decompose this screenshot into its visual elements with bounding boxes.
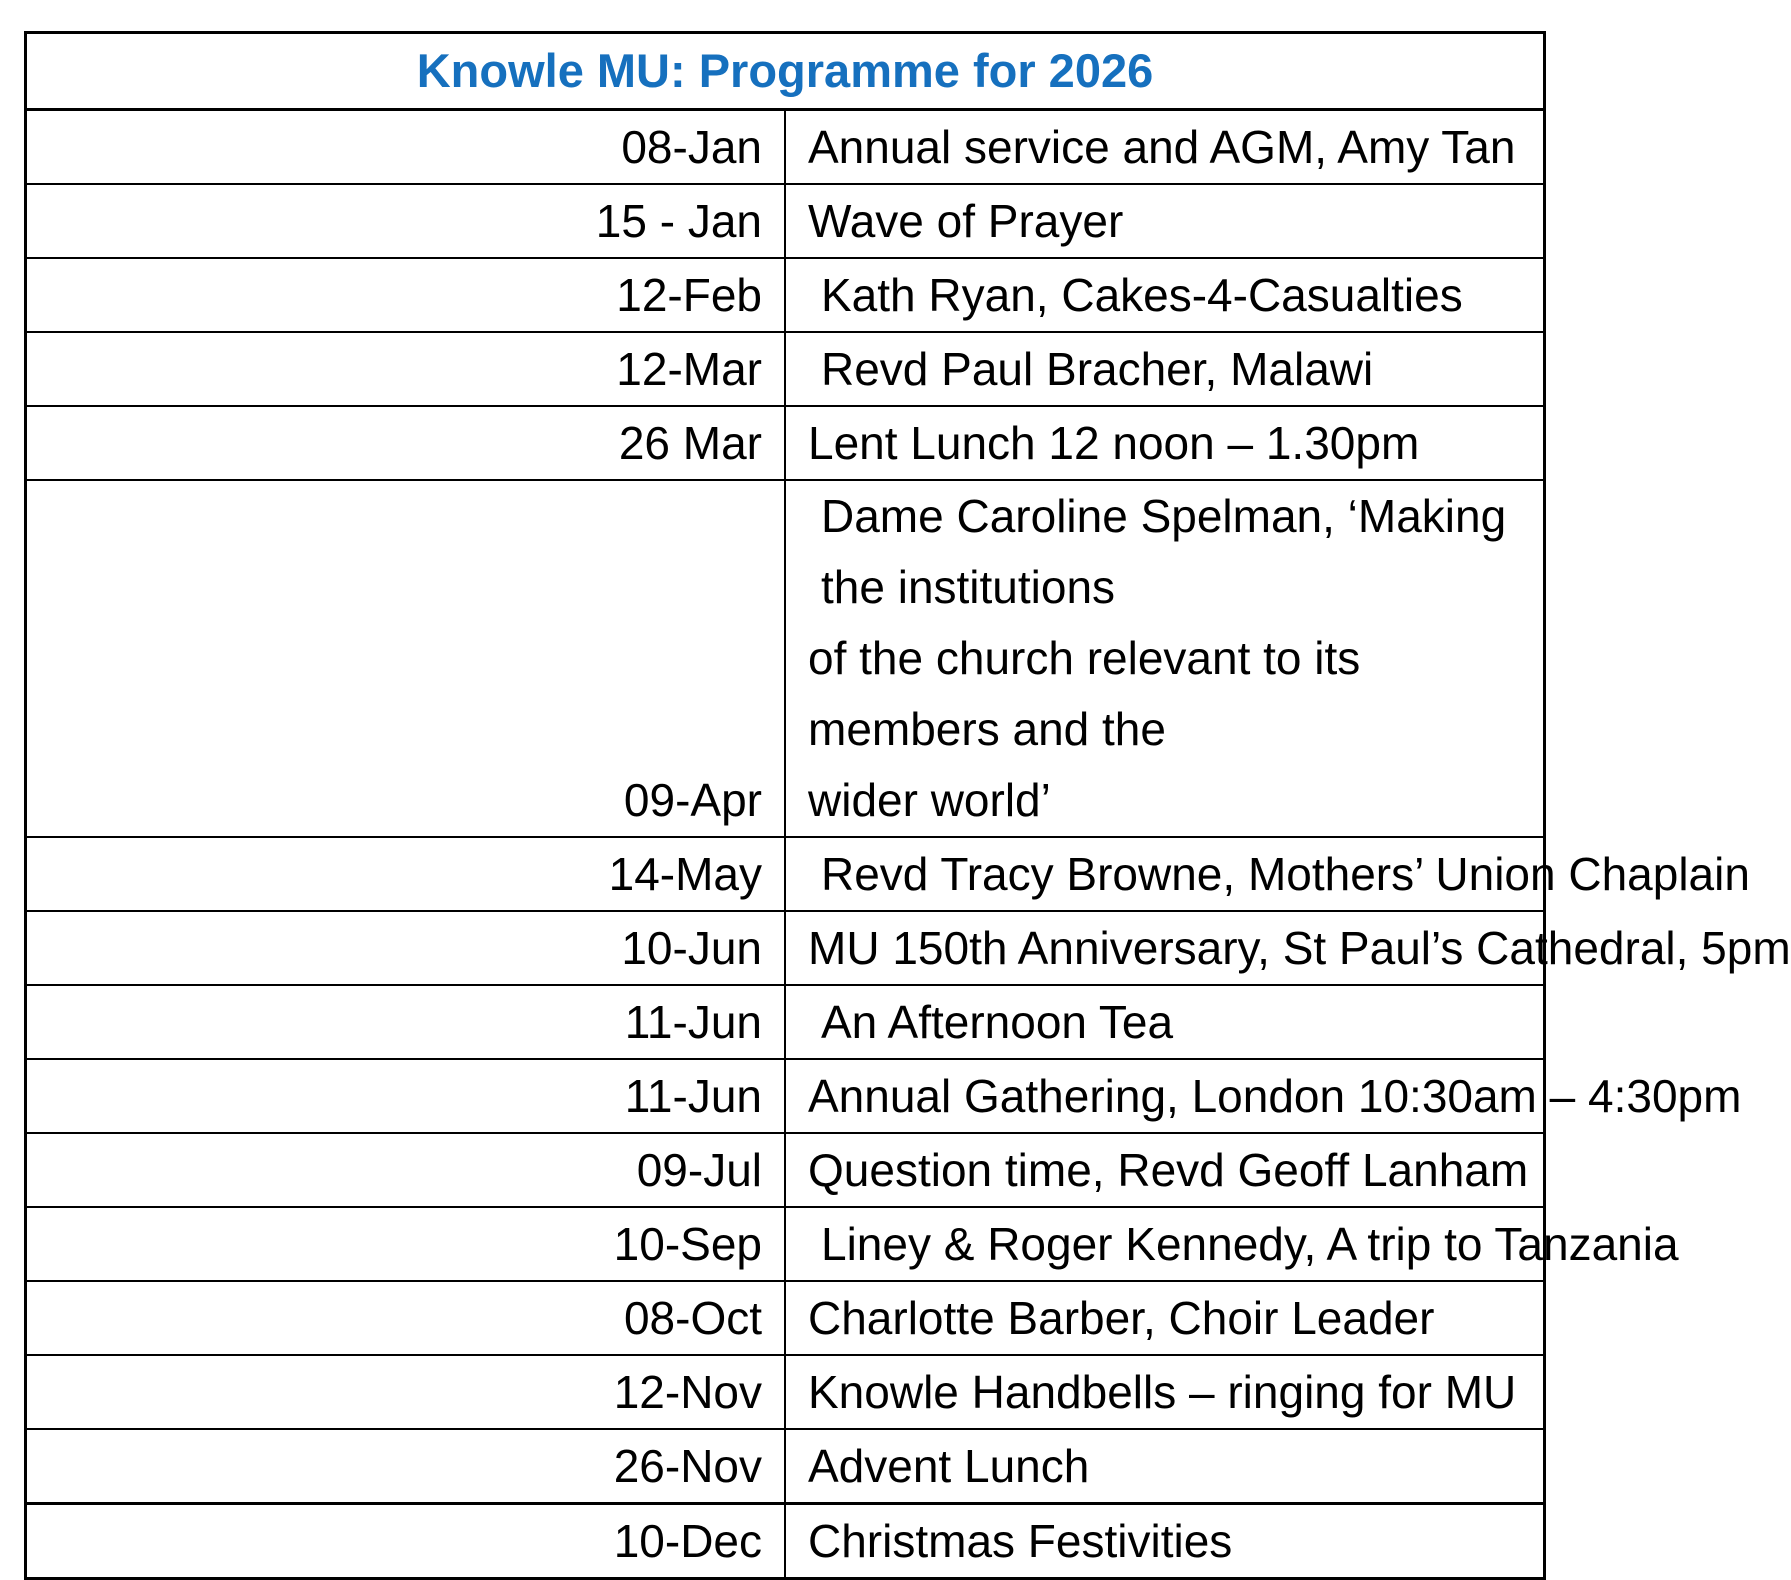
table-row — [26, 1355, 1545, 1429]
event-description: Revd Tracy Browne, Mothers’ Union Chaplain — [785, 837, 1545, 911]
event-description: Liney & Roger Kennedy, A trip to Tanzania — [785, 1207, 1545, 1281]
programme-table — [24, 31, 1791, 1580]
table-row — [26, 1059, 1545, 1133]
event-date: 12-Feb — [26, 258, 786, 332]
event-description: Revd Paul Bracher, Malawi — [785, 332, 1545, 406]
event-description: Kath Ryan, Cakes-4-Casualties — [785, 258, 1545, 332]
event-description: Charlotte Barber, Choir Leader — [785, 1281, 1545, 1355]
event-date: 10-Jun — [26, 911, 786, 985]
table-row — [26, 184, 1545, 258]
event-date: 15 - Jan — [26, 184, 786, 258]
event-description: Lent Lunch 12 noon – 1.30pm — [785, 406, 1545, 480]
event-date: 26-Nov — [26, 1429, 786, 1504]
table-row — [26, 911, 1545, 985]
table-row — [26, 1504, 1545, 1579]
table-row — [26, 332, 1545, 406]
event-description-line: Dame Caroline Spelman, ‘Making the institutions — [821, 490, 1507, 613]
event-description: Question time, Revd Geoff Lanham — [785, 1133, 1545, 1207]
event-date: 08-Jan — [26, 110, 786, 185]
event-description: Wave of Prayer — [785, 184, 1545, 258]
table-row — [26, 110, 1545, 185]
event-description: Advent Lunch — [785, 1429, 1545, 1504]
event-date: 09-Apr — [26, 480, 786, 837]
event-description: An Afternoon Tea — [785, 985, 1545, 1059]
event-description: Knowle Handbells – ringing for MU — [785, 1355, 1545, 1429]
event-date: 11-Jun — [26, 1059, 786, 1133]
event-description-line: wider world’ — [808, 774, 1051, 826]
table-row — [26, 406, 1545, 480]
event-date: 10-Dec — [26, 1504, 786, 1579]
event-description: Annual service and AGM, Amy Tan — [785, 110, 1545, 185]
table-row — [26, 837, 1545, 911]
event-date: 10-Sep — [26, 1207, 786, 1281]
table-row — [26, 1281, 1545, 1355]
event-date: 11-Jun — [26, 985, 786, 1059]
event-description-line: of the church relevant to its members and the — [808, 632, 1361, 755]
table-row — [26, 1207, 1545, 1281]
event-date: 12-Nov — [26, 1355, 786, 1429]
event-date: 08-Oct — [26, 1281, 786, 1355]
event-date: 14-May — [26, 837, 786, 911]
event-date: 09-Jul — [26, 1133, 786, 1207]
table-row — [26, 1429, 1545, 1504]
table-row — [26, 1133, 1545, 1207]
event-description — [785, 480, 1545, 837]
table-row — [26, 258, 1545, 332]
table-row — [26, 480, 1545, 837]
event-description: Annual Gathering, London 10:30am – 4:30pm — [785, 1059, 1545, 1133]
event-date: 26 Mar — [26, 406, 786, 480]
table-row — [26, 985, 1545, 1059]
programme-title: Knowle MU: Programme for 2026 — [26, 33, 1545, 110]
event-description: MU 150th Anniversary, St Paul’s Cathedral, 5pm — [785, 911, 1545, 985]
title-row — [26, 33, 1545, 110]
event-date: 12-Mar — [26, 332, 786, 406]
event-description: Christmas Festivities — [785, 1504, 1545, 1579]
